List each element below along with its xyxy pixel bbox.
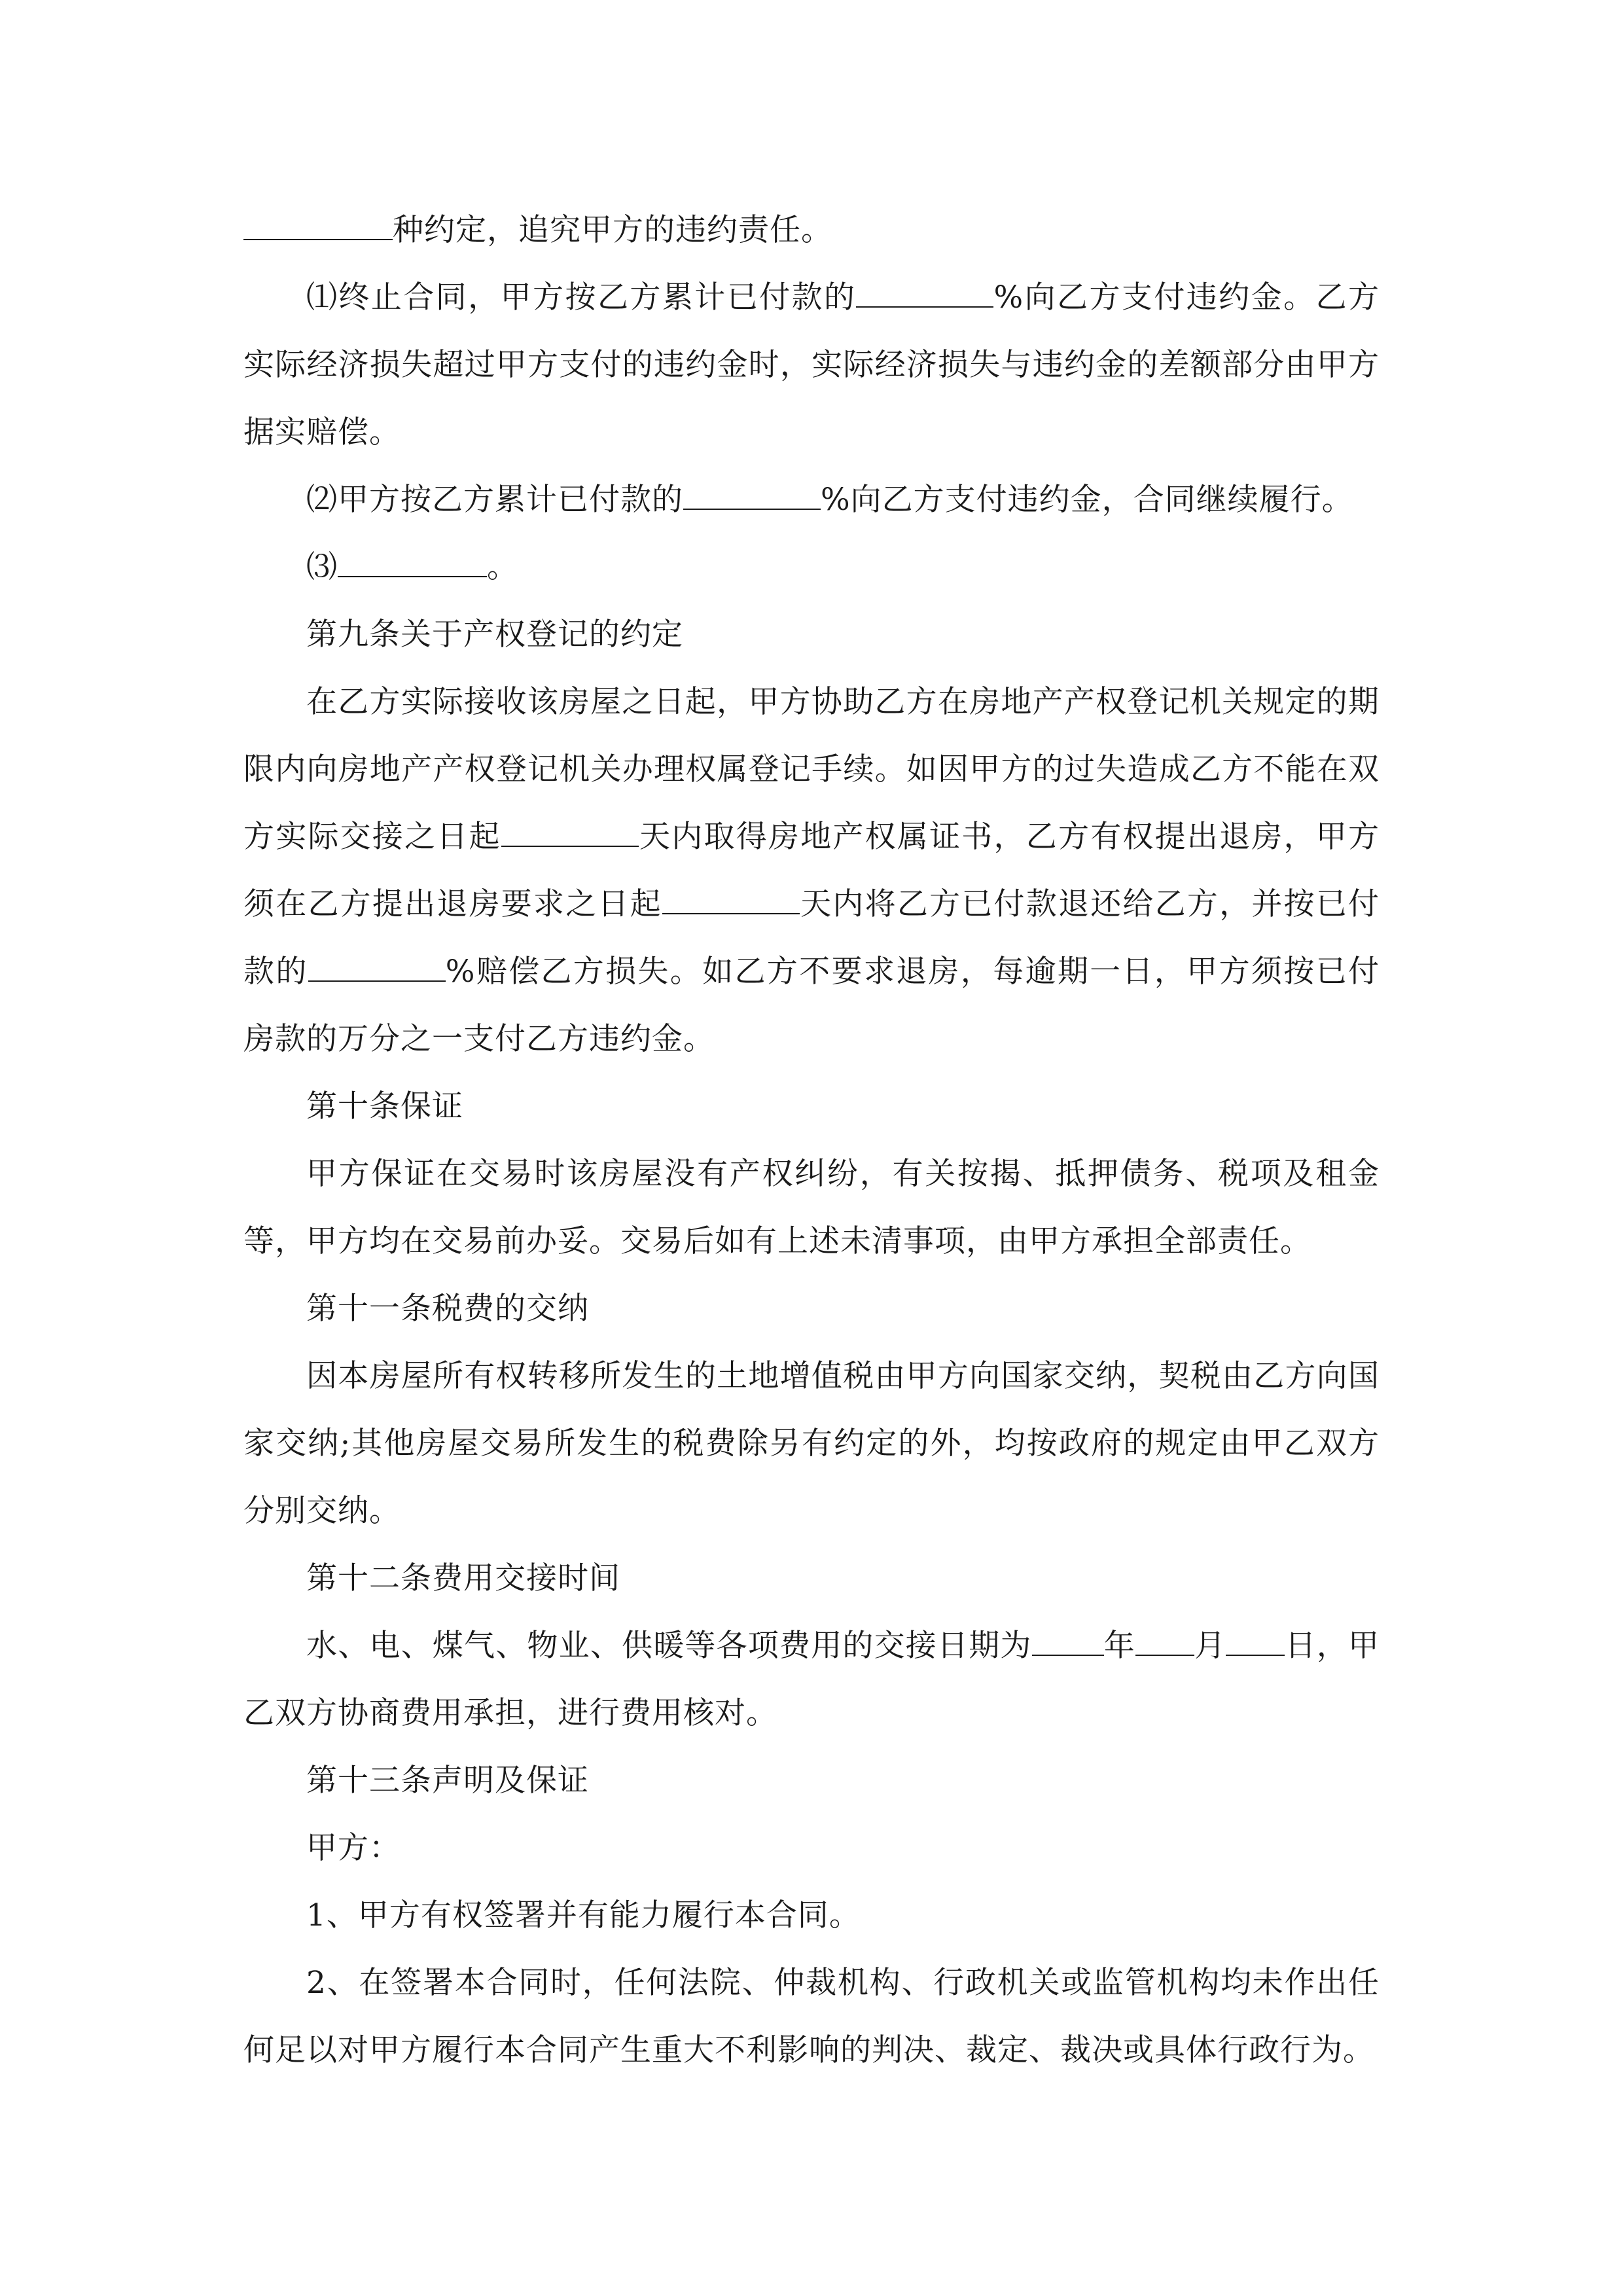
clause-item-1: ⑴终止合同，甲方按乙方累计已付款的 %向乙方支付违约金。乙方实际经济损失超过甲方支付的违约金时，实际经济损失与违约金的差额部分由甲方据实赔偿。: [243, 264, 1380, 466]
clause-item-3: ⑶ 。: [243, 533, 1380, 601]
document-body: [243, 196, 1380, 2084]
article-10-body: 甲方保证在交易时该房屋没有产权纠纷，有关按揭、抵押债务、税项及租金等，甲方均在交易前办妥。交易后如有上述未清事项，由甲方承担全部责任。: [243, 1156, 1380, 1259]
declaration-item-2: 2、在签署本合同时，任何法院、仲裁机构、行政机关或监管机构均未作出任何足以对甲方履行本合同产生重大不利影响的判决、裁定、裁决或具体行政行为。: [243, 1965, 1380, 2068]
article-9-heading: 第九条关于产权登记的约定: [306, 617, 683, 653]
article-11-heading: 第十一条税费的交纳: [306, 1291, 589, 1327]
blank-field: [683, 480, 821, 510]
article-12-body: 水、电、煤气、物业、供暖等各项费用的交接日期为 年 月 日，甲乙双方协商费用承担，进行费用核对。: [243, 1612, 1380, 1747]
blank-field: [662, 884, 800, 914]
blank-field: [308, 952, 446, 982]
blank-field: [1226, 1626, 1285, 1656]
blank-field: [1135, 1626, 1194, 1656]
article-12-heading: 第十二条费用交接时间: [306, 1560, 620, 1596]
blank-field: [1032, 1626, 1104, 1656]
paragraph-continuation: 种约定，追究甲方的违约责任。: [243, 196, 1380, 264]
article-10-heading: 第十条保证: [306, 1088, 463, 1124]
blank-field: [243, 210, 393, 240]
declaration-item-1: 1、甲方有权签署并有能力履行本合同。: [306, 1897, 861, 1933]
article-9-body: 在乙方实际接收该房屋之日起，甲方协助乙方在房地产产权登记机关规定的期限内向房地产产权登记机关办理权属登记手续。如因甲方的过失造成乙方不能在双方实际交接之日起 天内取得房地产权属证书，乙方有权提出退房，甲方须在乙方提出退房要求之日起 天内将乙方已付款退还给乙方，并按已付款的 %赔偿乙方损失。如乙方不要求退房，每逾期一日，甲方须按已付房款的万分之一支付乙方违约金。: [243, 684, 1380, 1057]
blank-field: [501, 817, 639, 847]
clause-item-2: ⑵甲方按乙方累计已付款的 %向乙方支付违约金，合同继续履行。: [243, 466, 1380, 533]
article-11-body: 因本房屋所有权转移所发生的土地增值税由甲方向国家交纳，契税由乙方向国家交纳;其他房屋交易所发生的税费除另有约定的外，均按政府的规定由甲乙双方分别交纳。: [243, 1358, 1380, 1529]
blank-field: [856, 278, 993, 308]
party-a-label: 甲方：: [306, 1830, 401, 1866]
blank-field: [338, 547, 487, 577]
article-13-heading: 第十三条声明及保证: [306, 1763, 589, 1799]
